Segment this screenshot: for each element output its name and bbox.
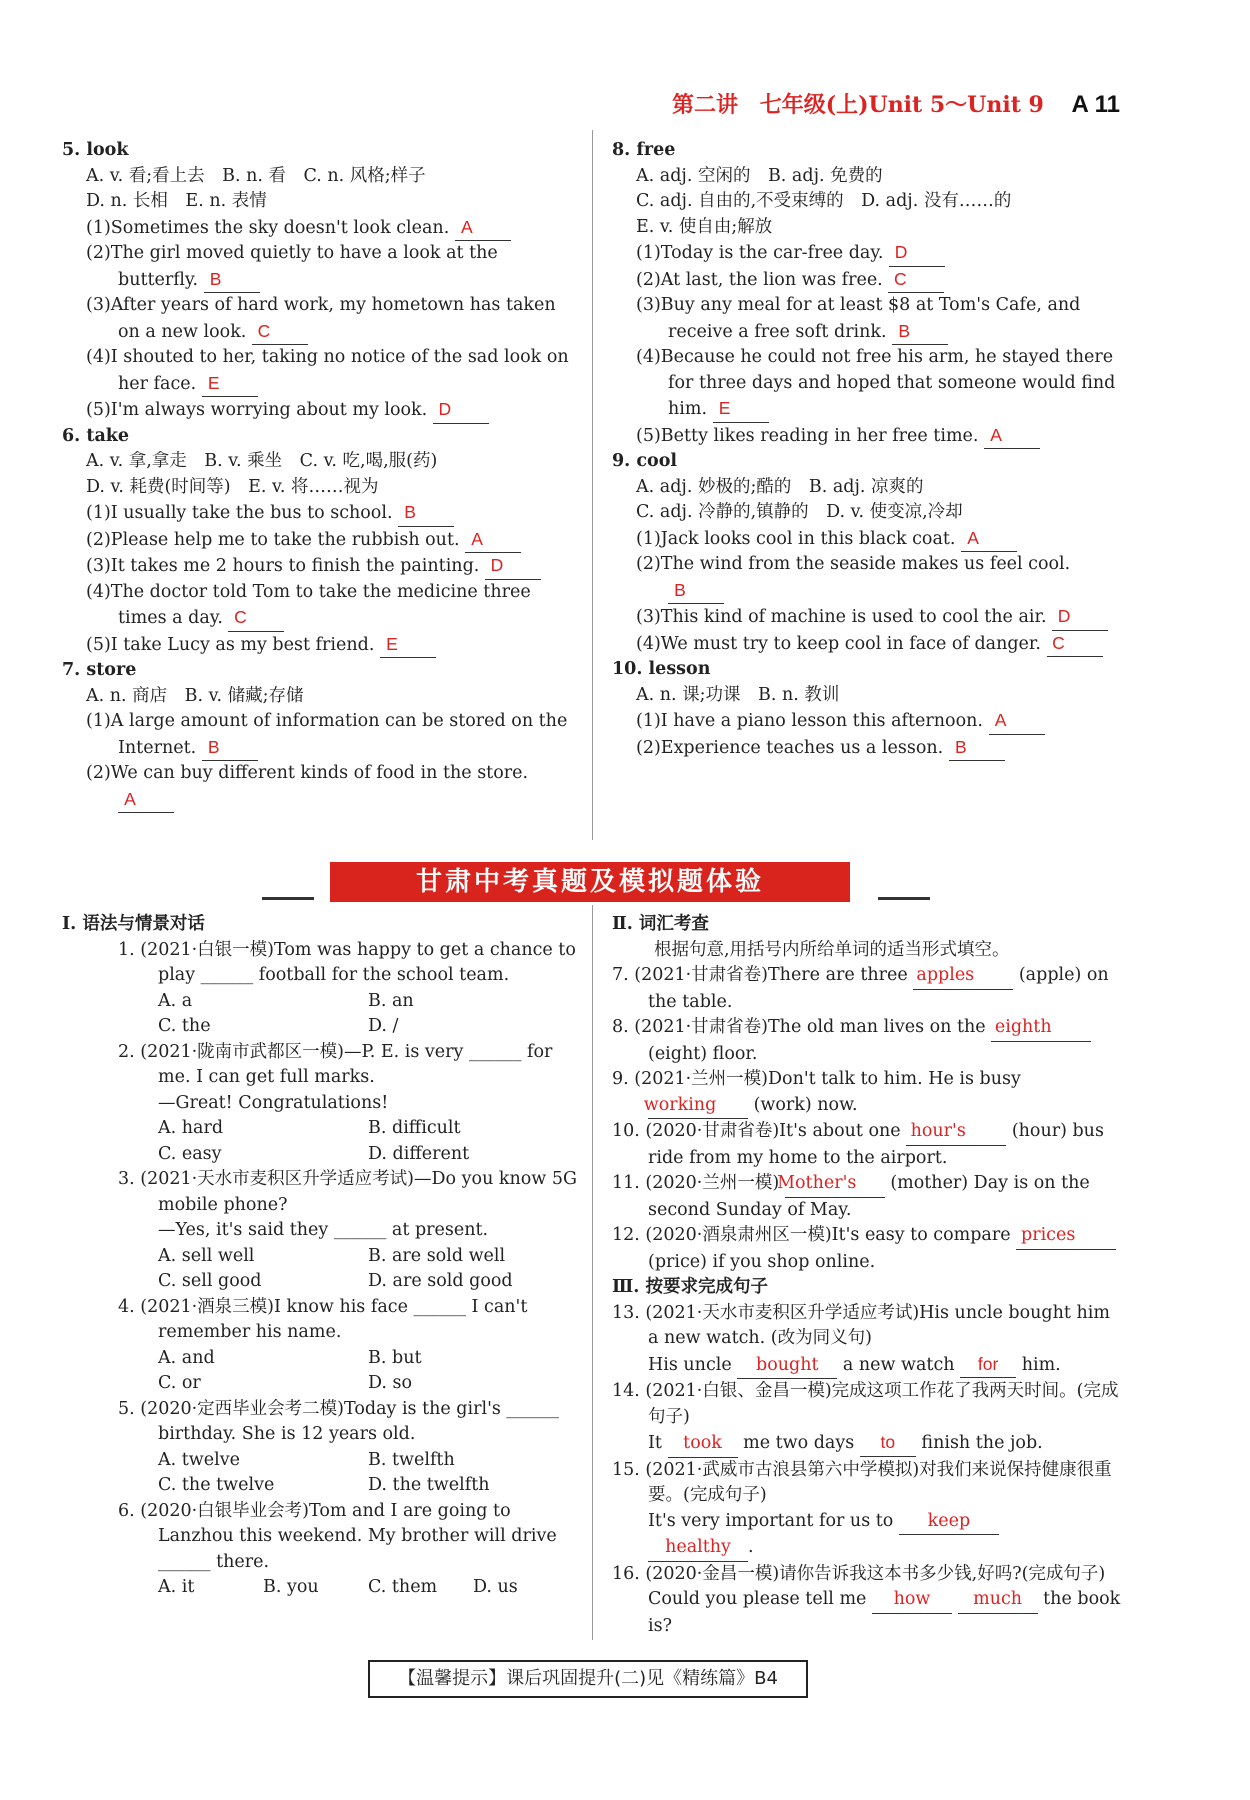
choices: A. a B. an: [158, 990, 414, 1011]
answer: B: [398, 500, 454, 527]
options: D. n. 长相 E. n. 表情: [86, 191, 267, 211]
sentence: (1)A large amount of information can be stored on the Internet. B: [62, 709, 572, 761]
sentence: (3)Buy any meal for at least $8 at Tom's Cafe, and receive a free soft drink. B: [612, 293, 1122, 345]
sentence: (5)Betty likes reading in her free time. A: [612, 423, 1122, 450]
answer: much: [958, 1587, 1038, 1614]
dialog-line: —Yes, it's said they ______ at present.: [158, 1220, 489, 1240]
choices: A. hard B. difficult: [158, 1118, 461, 1138]
options: A. v. 拿,拿走 B. v. 乘坐 C. v. 吃,喝,服(药): [86, 451, 438, 471]
choices: C. the twelve D. the twelfth: [158, 1475, 490, 1495]
answer: keep: [899, 1509, 999, 1536]
answer: C: [252, 319, 308, 346]
answer: for: [960, 1352, 1016, 1379]
question: 14. (2021·白银、金昌一模)完成这项工作花了我两天时间。(完成句子): [612, 1381, 1119, 1427]
left-column: [62, 138, 572, 813]
answer-line: It's very important for us to keep healthy .: [612, 1509, 1124, 1562]
sentence: (1)Jack looks cool in this black coat. A: [612, 526, 1122, 553]
options: C. adj. 冷静的,镇静的 D. v. 使变凉,冷却: [636, 502, 963, 522]
options: C. adj. 自由的,不受束缚的 D. adj. 没有……的: [636, 191, 1012, 211]
sentence: (2)Experience teaches us a lesson. B: [612, 735, 1122, 762]
choices: C. or D. so: [158, 1373, 413, 1393]
word-heading: 6. take: [62, 425, 130, 446]
choices: A. it B. you C. them D. us: [158, 1577, 518, 1597]
answer: A: [984, 423, 1040, 450]
page-number: A 11: [1071, 91, 1120, 118]
answer: D: [433, 397, 489, 424]
answer: working: [648, 1093, 748, 1120]
answer: A: [465, 527, 521, 554]
answer: B: [668, 578, 724, 605]
answer: bought: [737, 1353, 837, 1380]
answer: C: [228, 605, 284, 632]
section-title: Ⅱ. 词汇考查: [612, 914, 709, 934]
sentence: (4)We must try to keep cool in face of danger. C: [612, 631, 1122, 658]
word-heading: 8. free: [612, 140, 676, 160]
sentence: (2)We can buy different kinds of food in the store. A: [62, 761, 572, 813]
answer: how: [872, 1587, 952, 1614]
sentence: (5)I'm always worrying about my look. D: [62, 397, 572, 424]
banner-rule-left: [262, 897, 314, 900]
footer-tip: 【温馨提示】课后巩固提升(二)见《精练篇》B4: [368, 1660, 808, 1698]
answer: to: [860, 1430, 916, 1457]
sentence: (2)The girl moved quietly to have a look at the butterfly. B: [62, 241, 572, 293]
options: A. adj. 妙极的;酷的 B. adj. 凉爽的: [636, 476, 924, 497]
options: D. v. 耗费(时间等) E. v. 将……视为: [86, 476, 379, 497]
sentence: (2)The wind from the seaside makes us feel cool. B: [612, 552, 1122, 604]
sentence: (4)Because he could not free his arm, he stayed there for three days and hoped that someone would find him. E: [612, 345, 1122, 423]
section-title: Ⅰ. 语法与情景对话: [62, 914, 205, 934]
answer: Mother's: [785, 1171, 885, 1198]
question: 6. (2020·白银毕业会考)Tom and I are going to Lanzhou this weekend. My brother will drive ______ there.: [118, 1500, 557, 1572]
answer: prices: [1016, 1223, 1116, 1250]
sentence: (3)This kind of machine is used to cool the air. D: [612, 604, 1122, 631]
sentence: (1)I have a piano lesson this afternoon. A: [612, 708, 1122, 735]
question: 4. (2021·酒泉三模)I know his face ______ I can't remember his name.: [118, 1296, 528, 1342]
sentence: (1)Sometimes the sky doesn't look clean. A: [62, 215, 572, 242]
question: 1. (2021·白银一模)Tom was happy to get a chance to play ______ football for the school team.: [118, 939, 576, 985]
column-divider: [592, 130, 593, 840]
question: 16. (2020·金昌一模)请你告诉我这本书多少钱,好吗?(完成句子): [612, 1563, 1106, 1584]
page-header: [672, 88, 1120, 119]
sentence: (2)Please help me to take the rubbish out. A: [62, 527, 572, 554]
section-banner: 甘肃中考真题及模拟题体验: [330, 862, 850, 902]
question: 11. (2020·兰州一模) Mother's (mother) Day is on the second Sunday of May.: [612, 1173, 1090, 1220]
question: 10. (2020·甘肃省卷)It's about one hour's (hour) bus ride from my home to the airport.: [612, 1121, 1104, 1168]
unit-title: 七年级(上)Unit 5～Unit 9: [759, 92, 1044, 118]
question: 2. (2021·陇南市武都区一模)—P. E. is very ______ for me. I can get full marks.: [118, 1041, 553, 1087]
word-heading: 7. store: [62, 660, 137, 680]
answer: apples: [913, 963, 1013, 990]
options: A. n. 商店 B. v. 储藏;存储: [86, 685, 304, 706]
answer: B: [892, 319, 948, 346]
answer: D: [485, 553, 541, 580]
answer: eighth: [991, 1015, 1091, 1042]
dialog-line: —Great! Congratulations!: [158, 1092, 389, 1113]
answer: C: [888, 267, 944, 294]
question: 9. (2021·兰州一模)Don't talk to him. He is busy working (work) now.: [612, 1067, 1124, 1119]
question: 8. (2021·甘肃省卷)The old man lives on the eighth (eight) floor.: [612, 1015, 1124, 1067]
answer: E: [713, 396, 769, 423]
banner-rule-right: [878, 897, 930, 900]
question: 15. (2021·武威市古浪县第六中学模拟)对我们来说保持健康很重要。(完成句子): [612, 1459, 1112, 1505]
sentence: (1)I usually take the bus to school. B: [62, 500, 572, 527]
word-heading: 9. cool: [612, 451, 678, 471]
question: 12. (2020·酒泉肃州区一模)It's easy to compare prices (price) if you shop online.: [612, 1223, 1124, 1275]
sentence: (3)After years of hard work, my hometown has taken on a new look. C: [62, 293, 572, 345]
answer: A: [961, 526, 1017, 553]
answer: B: [949, 735, 1005, 762]
answer: B: [204, 267, 260, 294]
options: A. adj. 空闲的 B. adj. 免费的: [636, 165, 883, 186]
lecture-title: 第二讲: [672, 92, 739, 118]
sentence: (2)At last, the lion was free. C: [612, 267, 1122, 294]
choices: A. sell well B. are sold well: [158, 1245, 506, 1266]
answer: took: [668, 1431, 738, 1458]
sentence: (4)The doctor told Tom to take the medicine three times a day. C: [62, 580, 572, 632]
options: E. v. 使自由;解放: [636, 216, 773, 237]
right-column: [612, 138, 1122, 761]
options: A. n. 课;功课 B. n. 教训: [636, 684, 840, 705]
answer: A: [118, 787, 174, 814]
question: 3. (2021·天水市麦积区升学适应考试)—Do you know 5G mobile phone?: [118, 1169, 577, 1215]
word-heading: 5. look: [62, 140, 129, 160]
column-divider: [592, 905, 593, 1640]
answer: A: [455, 215, 511, 242]
answer: hour's: [906, 1119, 1006, 1146]
sentence: (4)I shouted to her, taking no notice of the sad look on her face. E: [62, 345, 572, 397]
word-heading: 10. lesson: [612, 659, 711, 679]
choices: C. the D. /: [158, 1016, 399, 1036]
question: 5. (2020·定西毕业会考二模)Today is the girl's ______ birthday. She is 12 years old.: [118, 1398, 559, 1444]
answer: E: [380, 632, 436, 659]
question: 13. (2021·天水市麦积区升学适应考试)His uncle bought him a new watch. (改为同义句): [612, 1302, 1110, 1348]
answer: healthy: [648, 1535, 748, 1562]
answer-line: It took me two days to finish the job.: [612, 1430, 1124, 1458]
answer: B: [202, 735, 258, 762]
exam-right-column: [612, 912, 1124, 1639]
sentence: (3)It takes me 2 hours to finish the painting. D: [62, 553, 572, 580]
sentence: (5)I take Lucy as my best friend. E: [62, 632, 572, 659]
question: 7. (2021·甘肃省卷)There are three apples (apple) on the table.: [612, 965, 1109, 1012]
options: A. v. 看;看上去 B. n. 看 C. n. 风格;样子: [86, 165, 426, 186]
answer: A: [989, 708, 1045, 735]
answer-line: His uncle bought a new watch for him.: [612, 1352, 1124, 1380]
instructions: 根据句意,用括号内所给单词的适当形式填空。: [654, 939, 1010, 960]
answer-line: Could you please tell me how much the book is?: [648, 1589, 1121, 1636]
choices: C. easy D. different: [158, 1143, 470, 1164]
answer: E: [202, 371, 258, 398]
answer: C: [1047, 631, 1103, 658]
choices: A. twelve B. twelfth: [158, 1449, 455, 1470]
sentence: (1)Today is the car-free day. D: [612, 240, 1122, 267]
choices: A. and B. but: [158, 1347, 422, 1368]
choices: C. sell good D. are sold good: [158, 1271, 513, 1291]
answer: D: [889, 240, 945, 267]
exam-left-column: [62, 912, 578, 1601]
section-title: Ⅲ. 按要求完成句子: [612, 1277, 768, 1297]
answer: D: [1052, 604, 1108, 631]
